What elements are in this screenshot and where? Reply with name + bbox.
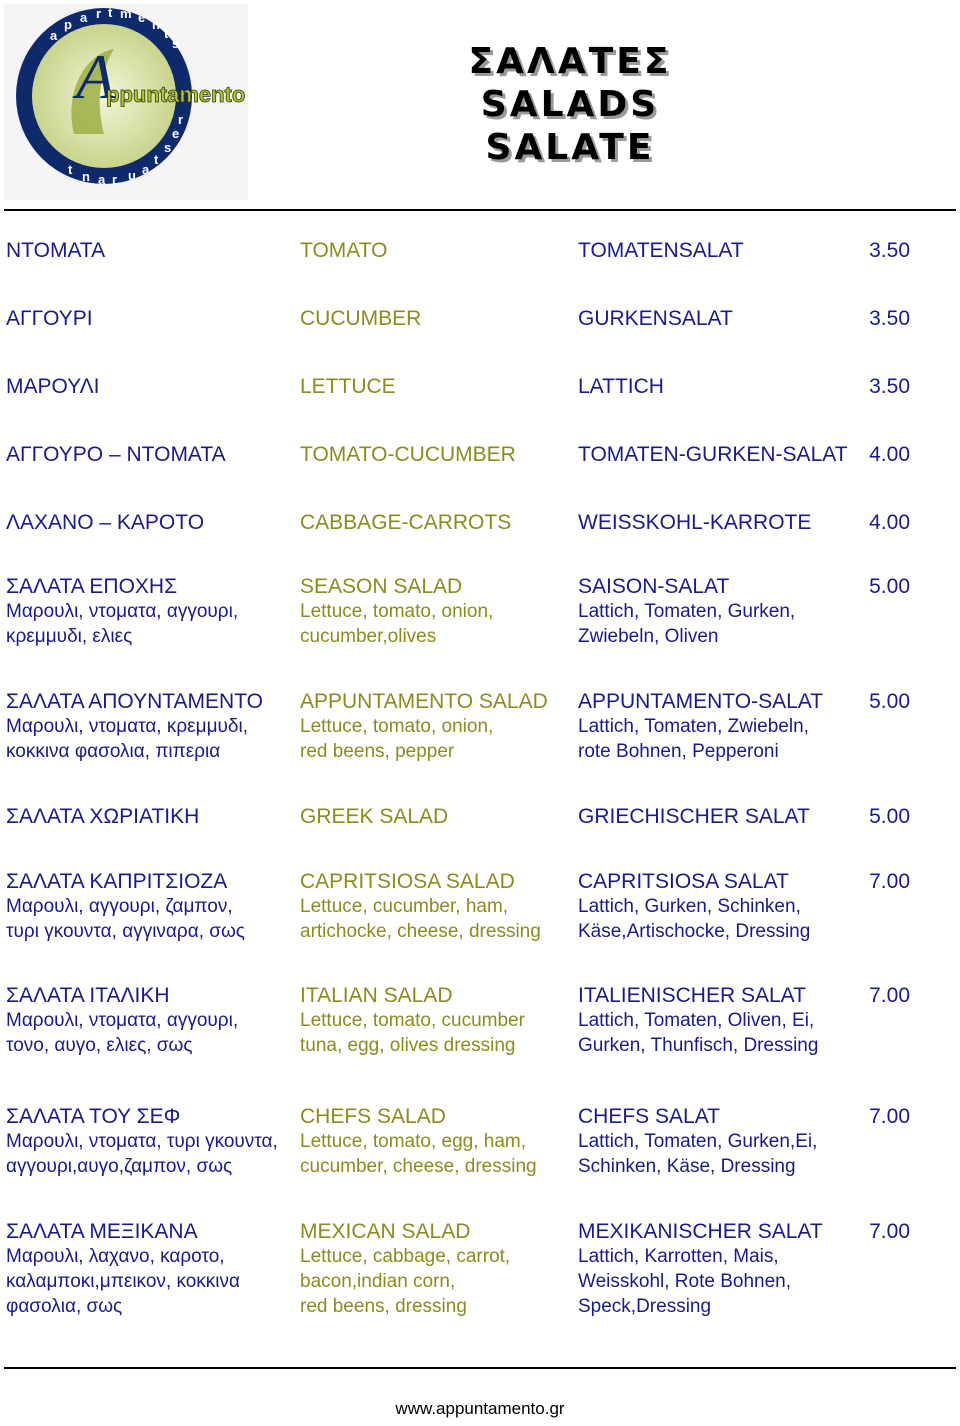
title-english: SALADS xyxy=(480,84,660,125)
svg-text:a: a xyxy=(142,162,150,177)
item-description-english: bacon,indian corn, xyxy=(300,1271,456,1292)
item-english-column xyxy=(300,869,541,944)
item-name-greek: ΣΑΛΑΤΑ ΜΕΞΙΚΑΝΑ xyxy=(6,1220,198,1243)
item-greek-column xyxy=(6,510,204,535)
item-description-greek: αγγουρι,αυγο,ζαμπον, σως xyxy=(6,1156,233,1177)
item-greek-column xyxy=(6,238,105,263)
item-name-greek: ΑΓΓΟΥΡΙ xyxy=(6,307,93,330)
item-description-english: Lettuce, tomato, onion, xyxy=(300,601,494,622)
item-greek-column xyxy=(6,983,238,1058)
svg-text:t: t xyxy=(108,5,113,20)
item-description-english: cucumber, cheese, dressing xyxy=(300,1156,537,1177)
item-greek-column xyxy=(6,869,245,944)
item-description-english: red beens, dressing xyxy=(300,1296,467,1317)
item-price: 7.00 xyxy=(869,870,910,893)
item-price: 3.50 xyxy=(869,307,910,330)
item-greek-column xyxy=(6,442,226,467)
item-greek-column xyxy=(6,306,93,331)
item-price: 3.50 xyxy=(869,375,910,398)
item-description-german: Lattich, Tomaten, Zwiebeln, xyxy=(578,716,809,737)
menu-titles xyxy=(440,40,700,169)
item-description-greek: Μαρουλι, ντοματα, αγγουρι, xyxy=(6,1010,239,1031)
item-price: 7.00 xyxy=(869,984,910,1007)
item-greek-column xyxy=(6,1104,278,1179)
item-german-column xyxy=(578,238,744,263)
item-english-column xyxy=(300,306,421,331)
item-description-german: Gurken, Thunfisch, Dressing xyxy=(578,1035,819,1056)
svg-text:a: a xyxy=(50,28,58,43)
item-name-greek: ΑΓΓΟΥΡΟ – ΝΤΟΜΑΤΑ xyxy=(6,443,226,466)
item-greek-column xyxy=(6,1219,240,1319)
item-english-column xyxy=(300,1219,510,1319)
item-name-english: GREEK SALAD xyxy=(300,805,449,828)
item-name-german: GRIECHISCHER SALAT xyxy=(578,805,810,828)
item-name-english: CUCUMBER xyxy=(300,307,422,330)
item-description-english: Lettuce, cucumber, ham, xyxy=(300,896,509,917)
item-description-german: Lattich, Tomaten, Oliven, Ei, xyxy=(578,1010,815,1031)
item-price: 4.00 xyxy=(869,443,910,466)
svg-text:m: m xyxy=(120,6,132,21)
item-description-german: Weisskohl, Rote Bohnen, xyxy=(578,1271,791,1292)
item-description-greek: Μαρουλι, ντοματα, κρεμμυδι, xyxy=(6,716,249,737)
item-description-greek: κρεμμυδι, ελιες xyxy=(6,626,133,647)
item-name-greek: ΛΑΧΑΝΟ – ΚΑΡΟΤΟ xyxy=(6,511,205,534)
item-description-english: artichocke, cheese, dressing xyxy=(300,921,541,942)
item-name-german: ITALIENISCHER SALAT xyxy=(578,984,806,1007)
item-english-column xyxy=(300,374,396,399)
title-greek: ΣΑΛΑΤΕΣ xyxy=(468,41,672,82)
svg-text:a: a xyxy=(98,172,106,187)
item-english-column xyxy=(300,510,511,535)
svg-text:r: r xyxy=(178,112,184,127)
item-german-column xyxy=(578,510,811,535)
svg-text:t: t xyxy=(164,26,169,41)
item-description-german: Lattich, Tomaten, Gurken, xyxy=(578,601,796,622)
item-description-german: Käse,Artischocke, Dressing xyxy=(578,921,811,942)
item-english-column xyxy=(300,804,448,829)
item-name-greek: ΜΑΡΟΥΛΙ xyxy=(6,375,100,398)
item-greek-column xyxy=(6,374,99,399)
item-description-english: red beens, pepper xyxy=(300,741,455,762)
item-german-column xyxy=(578,574,795,649)
item-name-english: APPUNTAMENTO SALAD xyxy=(300,690,548,713)
item-name-german: GURKENSALAT xyxy=(578,307,733,330)
item-description-german: rote Bohnen, Pepperoni xyxy=(578,741,779,762)
item-name-english: CHEFS SALAD xyxy=(300,1105,446,1128)
svg-text:r: r xyxy=(96,6,102,21)
svg-text:t: t xyxy=(68,162,73,177)
item-german-column xyxy=(578,1104,817,1179)
footer-divider xyxy=(4,1367,956,1369)
item-name-greek: ΣΑΛΑΤΑ ΧΩΡΙΑΤΙΚΗ xyxy=(6,805,200,828)
item-name-greek: ΣΑΛΑΤΑ ΙΤΑΛΙΚΗ xyxy=(6,984,170,1007)
item-english-column xyxy=(300,574,493,649)
item-description-german: Zwiebeln, Oliven xyxy=(578,626,719,647)
item-greek-column xyxy=(6,574,238,649)
svg-text:n: n xyxy=(152,17,160,32)
item-german-column xyxy=(578,983,818,1058)
item-price: 7.00 xyxy=(869,1105,910,1128)
item-german-column xyxy=(578,689,823,764)
item-name-english: MEXICAN SALAD xyxy=(300,1220,471,1243)
item-german-column xyxy=(578,374,664,399)
restaurant-logo xyxy=(4,4,248,200)
item-english-column xyxy=(300,983,525,1058)
item-name-english: TOMATO xyxy=(300,239,388,262)
item-description-english: Lettuce, tomato, onion, xyxy=(300,716,494,737)
item-name-german: WEISSKOHL-KARROTE xyxy=(578,511,812,534)
svg-text:s: s xyxy=(172,36,180,51)
item-english-column xyxy=(300,238,388,263)
item-description-german: Speck,Dressing xyxy=(578,1296,712,1317)
item-name-german: CAPRITSIOSA SALAT xyxy=(578,870,789,893)
item-german-column xyxy=(578,1219,823,1319)
item-name-english: TOMATO-CUCUMBER xyxy=(300,443,516,466)
item-description-greek: Μαρουλι, ντοματα, τυρι γκουντα, xyxy=(6,1131,278,1152)
logo-brand-text: ppuntamento xyxy=(106,82,246,107)
title-german: SALATE xyxy=(485,127,655,168)
item-description-german: Lattich, Gurken, Schinken, xyxy=(578,896,801,917)
item-name-german: SAISON-SALAT xyxy=(578,575,730,598)
item-greek-column xyxy=(6,689,263,764)
item-price: 5.00 xyxy=(869,805,910,828)
item-description-english: cucumber,olives xyxy=(300,626,437,647)
item-description-english: Lettuce, cabbage, carrot, xyxy=(300,1246,511,1267)
footer-website[interactable]: www.appuntamento.gr xyxy=(395,1399,565,1418)
item-name-english: ITALIAN SALAD xyxy=(300,984,453,1007)
item-name-german: MEXIKANISCHER SALAT xyxy=(578,1220,823,1243)
item-price: 3.50 xyxy=(869,239,910,262)
item-name-english: SEASON SALAD xyxy=(300,575,463,598)
item-name-greek: ΝΤΟΜΑΤΑ xyxy=(6,239,106,262)
item-name-greek: ΣΑΛΑΤΑ ΤΟΥ ΣΕΦ xyxy=(6,1105,181,1128)
item-name-greek: ΣΑΛΑΤΑ ΕΠΟΧΗΣ xyxy=(6,575,178,598)
item-name-english: CAPRITSIOSA SALAD xyxy=(300,870,515,893)
item-price: 5.00 xyxy=(869,690,910,713)
item-english-column xyxy=(300,442,516,467)
item-english-column xyxy=(300,689,548,764)
item-name-english: LETTUCE xyxy=(300,375,396,398)
svg-text:e: e xyxy=(138,10,146,25)
item-description-english: tuna, egg, olives dressing xyxy=(300,1035,516,1056)
item-price: 4.00 xyxy=(869,511,910,534)
svg-text:u: u xyxy=(128,168,136,183)
item-description-german: Lattich, Tomaten, Gurken,Ei, xyxy=(578,1131,818,1152)
svg-text:a: a xyxy=(80,10,88,25)
item-name-german: APPUNTAMENTO-SALAT xyxy=(578,690,824,713)
item-name-greek: ΣΑΛΑΤΑ ΑΠΟΥΝΤΑΜΕΝΤΟ xyxy=(6,690,263,713)
item-name-greek: ΣΑΛΑΤΑ ΚΑΠΡΙΤΣΙΟΖΑ xyxy=(6,870,228,893)
svg-text:e: e xyxy=(172,126,180,141)
item-german-column xyxy=(578,442,848,467)
logo-graphic xyxy=(4,4,248,200)
item-english-column xyxy=(300,1104,537,1179)
svg-text:r: r xyxy=(112,172,118,187)
item-german-column xyxy=(578,306,733,331)
item-description-greek: φασολια, σως xyxy=(6,1296,123,1317)
svg-text:n: n xyxy=(82,169,90,184)
item-price: 7.00 xyxy=(869,1220,910,1243)
svg-text:A: A xyxy=(76,41,116,112)
item-name-german: TOMATEN-GURKEN-SALAT xyxy=(578,443,848,466)
item-name-english: CABBAGE-CARROTS xyxy=(300,511,512,534)
item-name-german: LATTICH xyxy=(578,375,664,398)
item-description-greek: καλαμποκι,μπεικον, κοκκινα xyxy=(6,1271,240,1292)
item-german-column xyxy=(578,804,810,829)
item-description-greek: τυρι γκουντα, αγγιναρα, σως xyxy=(6,921,245,942)
item-name-german: TOMATENSALAT xyxy=(578,239,744,262)
item-description-german: Lattich, Karrotten, Mais, xyxy=(578,1246,779,1267)
svg-text:s: s xyxy=(164,140,172,155)
item-description-greek: Μαρουλι, αγγουρι, ζαμπον, xyxy=(6,896,233,917)
item-price: 5.00 xyxy=(869,575,910,598)
item-german-column xyxy=(578,869,810,944)
item-description-greek: τονο, αυγο, ελιες, σως xyxy=(6,1035,193,1056)
item-greek-column xyxy=(6,804,199,829)
header-divider xyxy=(4,209,956,211)
svg-text:p: p xyxy=(64,17,72,32)
item-description-english: Lettuce, tomato, egg, ham, xyxy=(300,1131,527,1152)
item-description-greek: Μαρουλι, ντοματα, αγγουρι, xyxy=(6,601,239,622)
item-description-german: Schinken, Käse, Dressing xyxy=(578,1156,796,1177)
item-description-greek: Μαρουλι, λαχανο, καροτο, xyxy=(6,1246,225,1267)
item-name-german: CHEFS SALAT xyxy=(578,1105,720,1128)
svg-text:t: t xyxy=(154,152,159,167)
item-description-greek: κοκκινα φασολια, πιπερια xyxy=(6,741,221,762)
item-description-english: Lettuce, tomato, cucumber xyxy=(300,1010,525,1031)
